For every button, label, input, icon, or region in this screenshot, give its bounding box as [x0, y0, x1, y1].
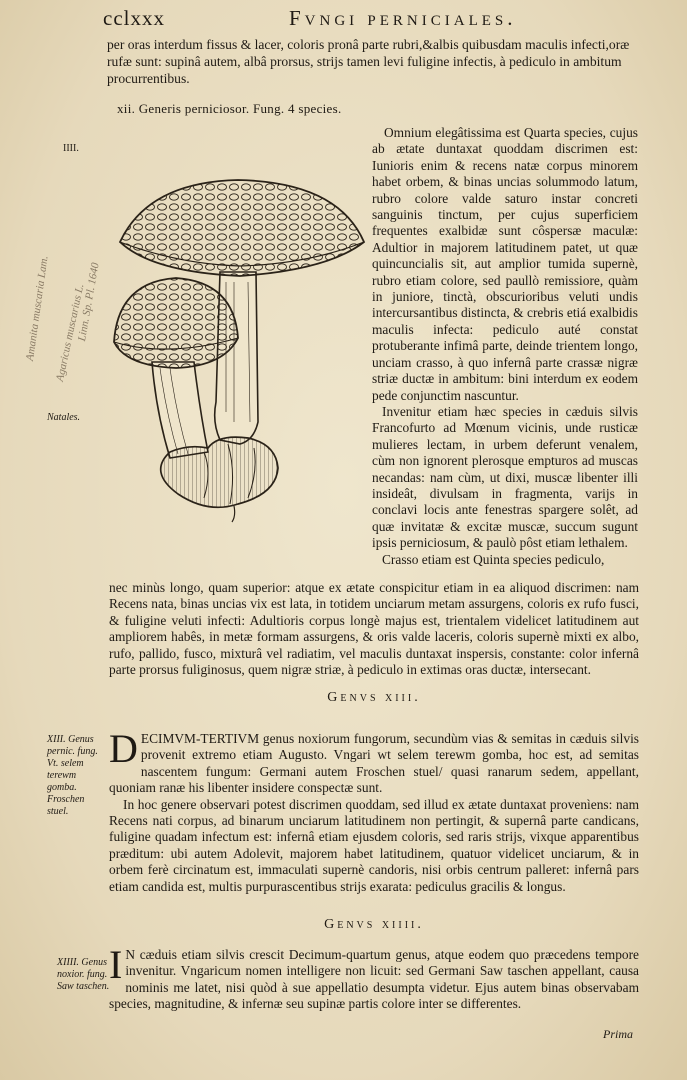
catchword: Prima [603, 1027, 633, 1041]
folio-number: cclxxx [103, 6, 165, 30]
running-head [103, 6, 643, 32]
dropcap-d: D [109, 726, 138, 771]
genus-xiii-second-paragraph: In hoc genere observari potest discrimen quoddam, sed illud ex ætate duntaxat provenìens: nam Recens nati corpus, ad binarum unciarum latitudinem non pertingit, & supernâ parte candicans, fuligine quadam infectum est: infernâ etiam ejusdem coloris, sed raris strijs, vixque apparentibus præditum: ubi autem Adolevit, majorem habet latitudinem, quatuor videlicet unciarum, & in orbem ferè circinatum est, immaculati supernè candoris, nisi orbis centrum palleret: infernâ pars etiam candida est, multis purpurascentibus strijs exarata: pediculus gracilis & longus. [109, 796, 639, 894]
handwriting-line: Agaricus muscarius L. [54, 282, 87, 383]
column-paragraph: Omnium elegâtissima est Quarta species, cujus ab ætate duntaxat quoddam discrimen est: Iunioris enim & recens natæ corpus minorem habet orbem, & binas uncias solummodo latum, rubro colore valde saturo instar concreti sanguinis tinctum, per cujus superficiem frequentes exalbidæ sunt côspersæ maculæ: Adultior in majorem latitudinem patet, ut quæ quincuncialis sit, aut amplior tumida supernè, rubro etiam colore, sed paullò remissiore, quàm in juniore, tinctà, obscurioribus veluti undis intercursantibus distincta, & crebris etiá exalbidis maculis infecta: pediculo auté constat protuberante infimâ parte, deinde trientem longo, unciam crasso, à quo infernâ parte crassæ nigræ striæ ductæ in ambitum: bini interdum ex eodem pede conjunctim nascuntur. [372, 125, 638, 403]
margin-genus-xiiii-note: XIIII. Genus noxior. fung. Saw taschen. [57, 957, 110, 992]
section-subheading: xii. Generis perniciosor. Fung. 4 species. [117, 101, 342, 116]
handwriting-line: Linn. Sp. Pl. 1640 [76, 261, 102, 343]
dropcap-i: I [109, 942, 123, 987]
genus-xiii-first-paragraph: ECIMVM-TERTIVM genus noxiorum fungorum, secundùm vias & semitas in cæduis silvis provenit extremo etiam Augusto. Vngari wt selem terewm gomba, hoc est, ad semitas nascentem fungum: Germani autem Froschen stuel/ quasi ranarum sedem, appellant, quoniam ranæ his libenter insidere conspectæ sunt. [109, 731, 639, 796]
genus-xiiii-heading: Genvs xiiii. [324, 917, 424, 932]
genus-xiiii-text [109, 942, 639, 1013]
quinta-species-paragraph: nec minùs longo, quam superior: atque ex ætate conspicitur etiam in ea aliquod discrimen: nam Recens nata, binas uncias vix est lata, in totidem unciarum metam assurgens, coloris ex rufo fusci, & fuligine veluti infecti: Adultioris corpus longè majus est, trientalem videlicet latitudinem aut ampliorem habês, in metæ formam assurgens, & oris valde laceris, coloris supernè mixti ex albo, rufo, pallido, fusco, mixturâ vel radiatim, vel maculis duntaxat inspersis, constante: color infernâ parte prorsus fuliginosus, quem nigræ striæ, à pediculo in extimas oras ductæ, intersecant. [109, 580, 639, 678]
margin-natales: Natales. [47, 412, 81, 423]
column-paragraph: Crasso etiam est Quinta species pediculo, [382, 551, 605, 567]
species-description-column [372, 125, 638, 568]
genus-xiii-text [109, 726, 639, 895]
handwriting-line: Amanita muscaria Lam. [24, 255, 51, 362]
running-title: Fvngi perniciales. [289, 6, 517, 30]
genus-xiiii-first-paragraph: N cæduis etiam silvis crescit Decimum-quartum genus, atque eodem quo præcedens tempore invenitur. Vngaricum nomen intelligere non licuit: sed Germani Saw taschen appellant, causa nominis me latet, nisi quòd à sue appellatio desumpta videtur. Ejus autem binas observabam species, magnitudine, & infernæ seu supinæ partis colore inter se differentes. [109, 947, 639, 1012]
margin-genus-xiii-note: XIII. Genus pernic. fung. Vt. selem terewm gomba. Froschen stuel. [47, 734, 98, 817]
intro-paragraph: per oras interdum fissus & lacer, coloris pronâ parte rubri,&albis quibusdam maculis infecti,oræ rufæ sunt: supinâ autem, albâ prorsus, strijs tamen levi fuligine infectis, à pediculo in ambitum procurrentibus. [107, 37, 630, 86]
mushroom-woodcut-illustration [108, 172, 370, 528]
column-paragraph: Invenitur etiam hæc species in cæduis silvis Francofurto ad Mœnum vicinis, unde rusticæ mulieres lectam, in urbem deferunt venalem, cùm non ignorent plerosque empturos ad muscas necandas: nam cùm, ut dixi, muscæ libenter illi insideât, divulsam in fragmenta, varijs in conclavi locis ante fenestras spargere solêt, ad quæ invitatæ & excitæ muscæ, succum sugunt ipsis perniciosum, & paulò pôst etiam lethalem. [372, 403, 638, 551]
large-cap [120, 180, 364, 276]
small-stem [152, 362, 208, 458]
genus-xiii-heading: Genvs xiii. [327, 690, 421, 705]
margin-species-number: IIII. [63, 143, 79, 154]
